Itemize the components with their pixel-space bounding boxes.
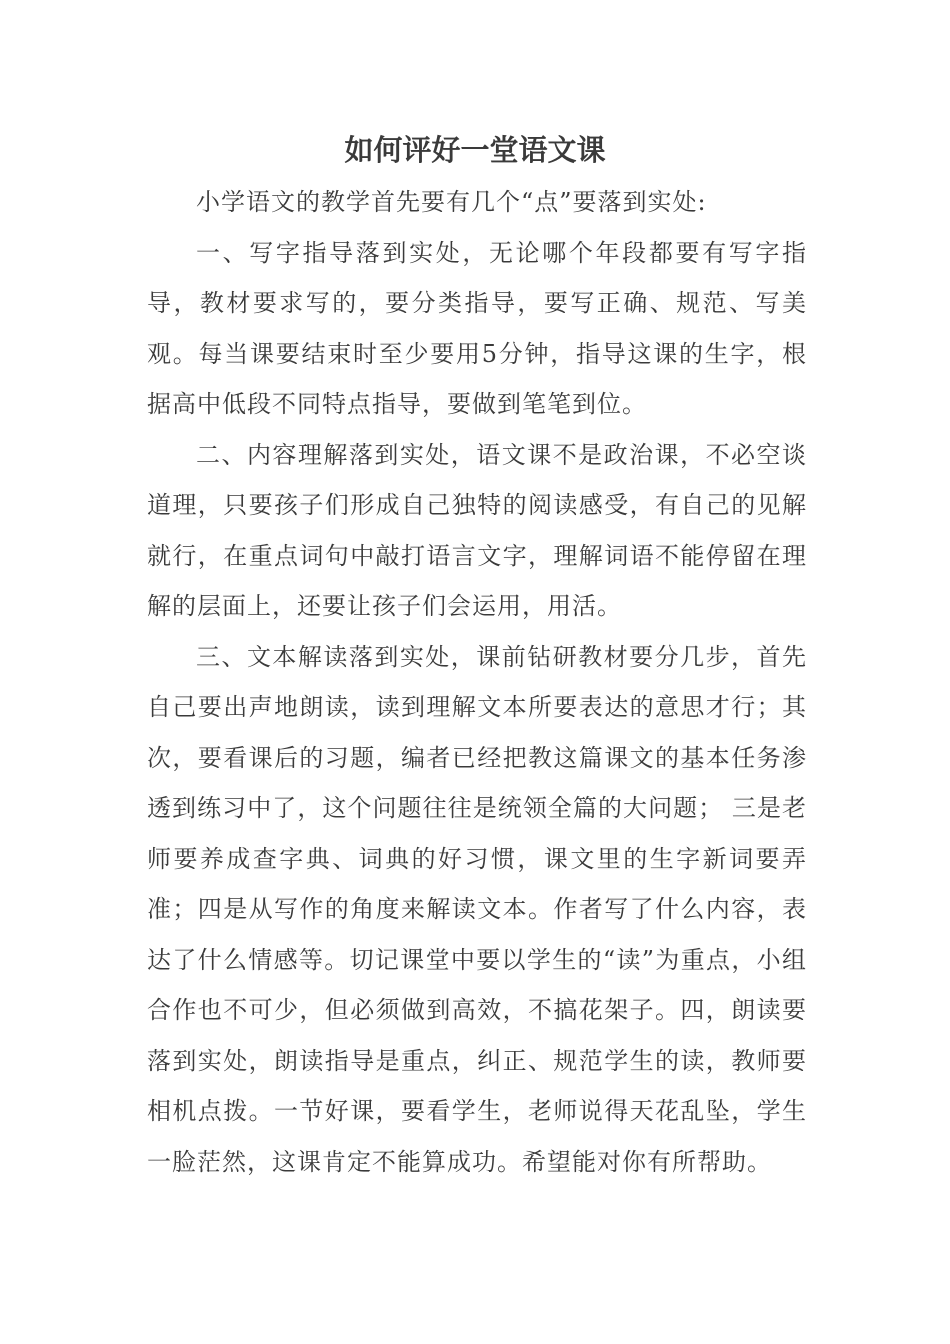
page-title: 如何评好一堂语文课 — [344, 133, 606, 167]
paragraph-content-understanding: 二、内容理解落到实处，语文课不是政治课，不必空谈道理，只要孩子们形成自己独特的阅读感受，有自己的见解就行，在重点词句中敲打语言文字，理解词语不能停留在理解的层面上，还要让孩子们会运用，用活。 — [147, 440, 807, 620]
document-body — [147, 177, 807, 1187]
paragraph-writing-guidance: 一、写字指导落到实处，无论哪个年段都要有写字指导，教材要求写的，要分类指导，要写正确、规范、写美观。每当课要结束时至少要用5分钟，指导这课的生字，根据高中低段不同特点指导，要做到笔笔到位。 — [147, 238, 807, 418]
paragraph-text-interpretation: 三、文本解读落到实处，课前钻研教材要分几步，首先自己要出声地朗读，读到理解文本所要表达的意思才行；其次，要看课后的习题，编者已经把教这篇课文的基本任务渗透到练习中了，这个问题往往是统领全篇的大问题； 三是老师要养成查字典、词典的好习惯，课文里的生字新词要弄准；四是从写作的角度来解读文本。作者写了什么内容，表达了什么情感等。切记课堂中要以学生的“读”为重点，小组合作也不可少，但必须做到高效，不搞花架子。四，朗读要落到实处，朗读指导是重点，纠正、规范学生的读，教师要相机点拨。一节好课，要看学生，老师说得天花乱坠，学生一脸茫然，这课肯定不能算成功。希望能对你有所帮助。 — [147, 642, 807, 1176]
paragraph-intro: 小学语文的教学首先要有几个“点”要落到实处: — [196, 188, 707, 216]
